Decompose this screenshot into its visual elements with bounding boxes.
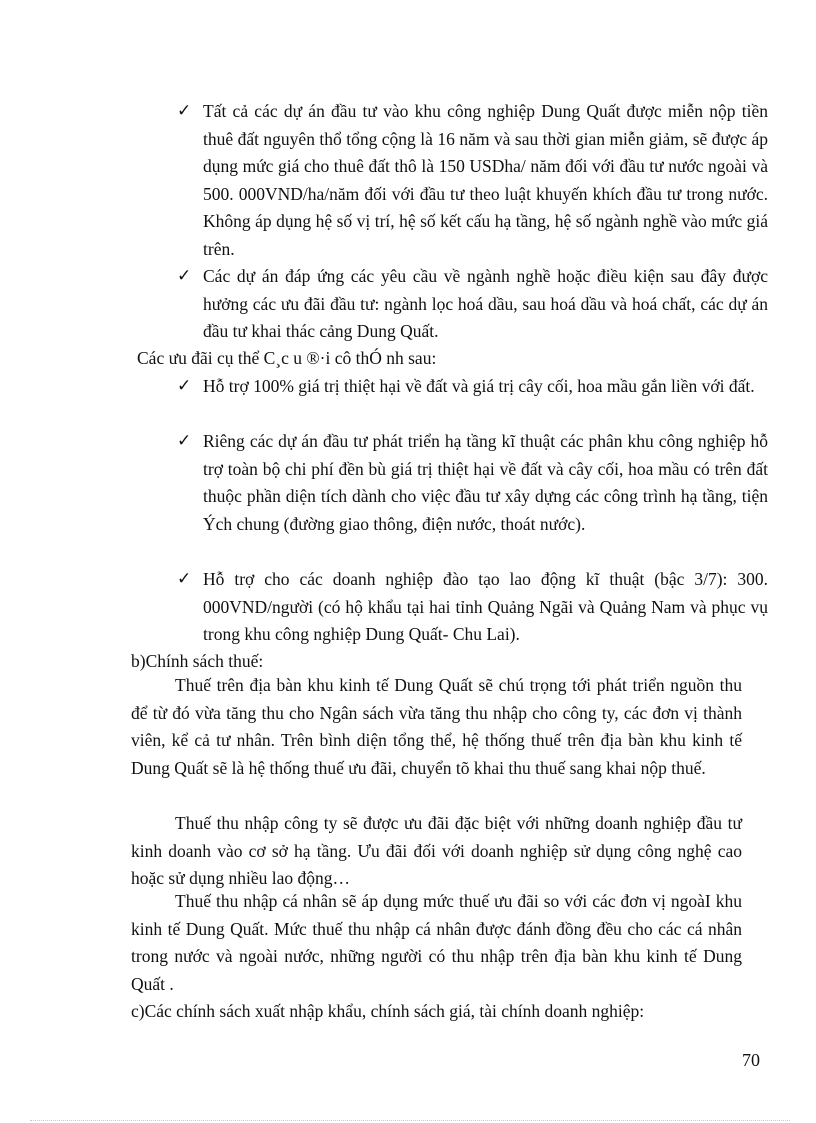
bullet-item	[177, 373, 768, 401]
bullet-text: Các dự án đáp ứng các yêu cầu về ngành nghề hoặc điều kiện sau đây được hưởng các ưu đãi đầu tư: ngành lọc hoá dầu, sau hoá dầu và hoá chất, các dự án đầu tư khai thác cảng Dung Quất.	[203, 266, 768, 341]
tax-paragraph: Thuế trên địa bàn khu kinh tế Dung Quất sẽ chú trọng tới phát triển nguồn thu để từ đó vừa tăng thu cho Ngân sách vừa tăng thu nhập cho công ty, các đơn vị thành viên, kể cả tư nhân. Trên bình diện tổng thể, hệ thống thuế trên địa bàn khu kinh tế Dung Quất sẽ là hệ thống thuế ưu đãi, chuyển tõ khai thu thuế sang khai nộp thuế.	[131, 675, 742, 778]
tax-paragraph: Thuế thu nhập công ty sẽ được ưu đãi đặc biệt với những doanh nghiệp đầu tư kinh doanh vào cơ sở hạ tầng. Ưu đãi đối với doanh nghiệp sử dụng công nghệ cao hoặc sử dụng nhiều lao động…	[131, 813, 742, 888]
checkmark-icon: ✓	[177, 101, 192, 121]
checkmark-icon: ✓	[177, 266, 192, 286]
tax-heading: b)Chính sách thuế:	[131, 651, 264, 671]
bullet-text: Hỗ trợ cho các doanh nghiệp đào tạo lao động kĩ thuật (bậc 3/7): 300. 000VND/người (có hộ khẩu tại hai tỉnh Quảng Ngãi và Quảng Nam và phục vụ trong khu công nghiệp Dung Quất- Chu Lai).	[203, 569, 768, 644]
checkmark-icon: ✓	[177, 569, 192, 589]
incentive-intro: Các ưu đãi cụ thể C¸c u ®·i cô thÓ nh sau:	[137, 348, 437, 368]
checkmark-icon: ✓	[177, 376, 192, 396]
bullet-text: Tất cả các dự án đầu tư vào khu công nghiệp Dung Quất được miễn nộp tiền thuê đất nguyên thổ tổng cộng là 16 năm và sau thời gian miễn giảm, sẽ được áp dụng mức giá cho thuê đất thô là 150 USDha/ năm đối với đầu tư nước ngoài và 500. 000VND/ha/năm đối với đầu tư theo luật khuyến khích đầu tư trong nước. Không áp dụng hệ số vị trí, hệ số kết cấu hạ tầng, hệ số ngành nghề vào mức giá trên.	[203, 101, 768, 259]
bullet-item	[177, 428, 768, 538]
bullet-text: Riêng các dự án đầu tư phát triển hạ tầng kĩ thuật các phân khu công nghiệp hỗ trợ toàn bộ chi phí đền bù giá trị thiệt hại về đất và cây cối, hoa mầu có trên đất thuộc phần diện tích dành cho việc đầu tư xây dựng các công trình hạ tầng, tiện Ých chung (đường giao thông, điện nước, thoát nước).	[203, 431, 768, 534]
export-policy-heading: c)Các chính sách xuất nhập khẩu, chính sách giá, tài chính doanh nghiệp:	[131, 1001, 645, 1021]
bullet-item	[177, 566, 768, 649]
bullet-item	[177, 98, 768, 263]
tax-paragraph: Thuế thu nhập cá nhân sẽ áp dụng mức thuế ưu đãi so với các đơn vị ngoàI khu kinh tế Dung Quất. Mức thuế thu nhập cá nhân được đánh đồng đều cho các cá nhân trong nước và ngoài nước, những người có thu nhập trên địa bàn khu kinh tế Dung Quất .	[131, 891, 742, 994]
checkmark-icon: ✓	[177, 431, 192, 451]
bullet-item	[177, 263, 768, 346]
page-bottom-divider	[30, 1120, 790, 1121]
page-number: 70	[742, 1050, 760, 1070]
bullet-text: Hỗ trợ 100% giá trị thiệt hại về đất và giá trị cây cối, hoa mầu gắn liền với đất.	[203, 376, 755, 396]
